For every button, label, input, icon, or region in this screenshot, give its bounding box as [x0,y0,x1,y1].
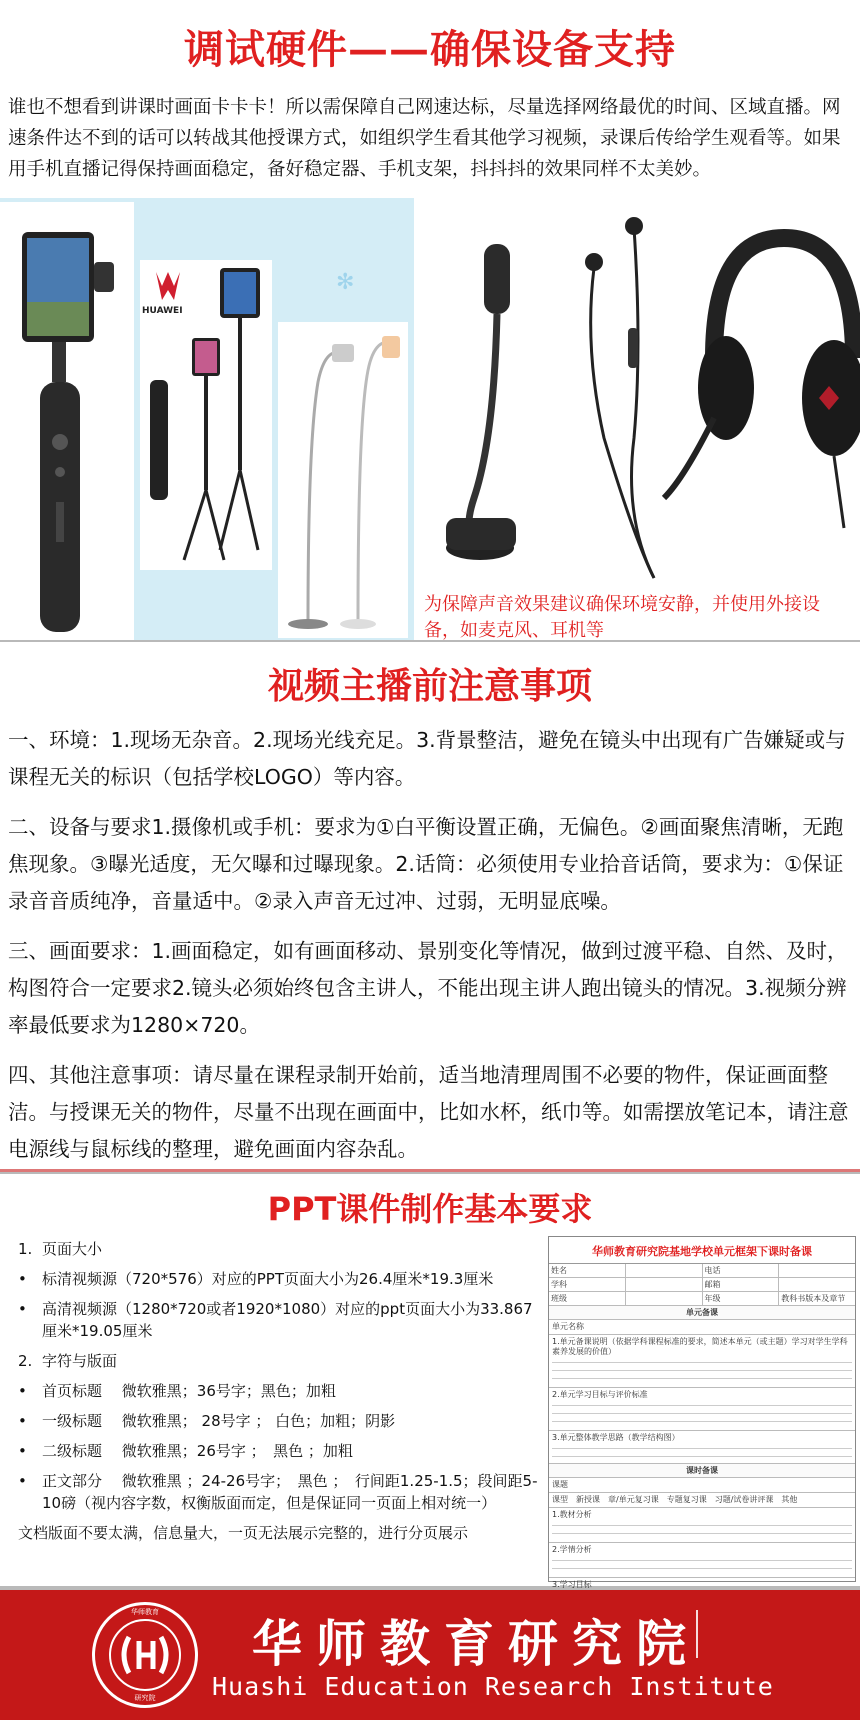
lesson-type: 课型 新授课 章/单元复习课 专题复习课 习题/试卷讲评课 其他 [549,1493,855,1508]
hardware-intro: 谁也不想看到讲课时画面卡卡卡！所以需保障自己网速达标，尽量选择网络最优的时间、区域直播。网速条件达不到的话可以转战其他授课方式，如组织学生看其他学习视频，录课后传给学生观看等。如果用手机直播记得保持画面稳定，备好稳定器、手机支架，抖抖抖的效果同样不太美妙。 [8,97,841,180]
institute-logo [92,1602,198,1708]
ppt-requirements-list [18,1238,538,1544]
lesson-plan-document [548,1236,856,1589]
huawei-logo-text: HUAWEI [142,306,183,316]
lesson-block-2: 2.学情分析 [549,1543,855,1578]
precautions-title: 视频主播前注意事项 [267,665,592,707]
gimbal-image [0,202,134,640]
logo-text-top: 华师教育 [131,1608,159,1616]
logo-text-bottom: 研究院 [134,1694,156,1702]
ppt-requirements-section [0,1174,860,1589]
list-item: • 正文部分 微软雅黑 ；24-26号字； 黑色 ； 行间距1.25-1.5；段间距5-10磅（视内容字数，权衡版面而定，但是保证同一页面上相对统一） [18,1472,538,1512]
list-item: • 二级标题 微软雅黑；26号字 ； 黑色 ；加粗 [18,1442,353,1460]
lesson-block-3: 3.学习目标 [549,1578,855,1609]
hardware-section [0,0,860,640]
lesson-topic: 课题 [549,1478,855,1493]
table-row: 姓名 电话 [549,1264,855,1278]
unit-block-1: 1.单元备课说明（依据学科课程标准的要求，简述本单元（或主题）学习对学生学科素养发展的价值） [549,1335,855,1388]
lesson-plan-title: 华师教育研究院基地学校单元框架下课时备课 [549,1237,855,1264]
institute-footer [0,1590,860,1720]
institute-english-name: Huashi Education Research Institute [212,1672,774,1701]
stabilizer-photo [0,198,414,640]
precaution-environment: 一、环境：1.现场无杂音。2.现场光线充足。3.背景整洁，避免在镜头中出现有广告嫌疑或与课程无关的标识（包括学校LOGO）等内容。 [8,728,846,789]
lesson-block-1: 1.教材分析 [549,1508,855,1543]
list-item: • 首页标题 微软雅黑；36号字；黑色；加粗 [18,1382,336,1400]
precautions-body [8,722,856,1181]
list-item: 2. 字符与版面 [18,1352,118,1370]
list-item: • 高清视频源（1280*720或者1920*1080）对应的ppt页面大小为33.867厘米*19.05厘米 [18,1300,533,1340]
layout-note: 文档版面不要太满，信息量大，一页无法展示完整的，进行分页展示 [18,1524,469,1542]
audio-devices-photo [414,198,860,640]
calligraphy-seal [696,1610,708,1658]
selfie-tripod-image [140,260,272,570]
hardware-title: 调试硬件——确保设备支持 [184,26,676,73]
unit-block-2: 2.单元学习目标与评价标准 [549,1388,855,1431]
table-row: 班级 年级 教科书版本及章节 [549,1292,855,1306]
table-row: 学科 邮箱 [549,1278,855,1292]
institute-chinese-name: 华师教育研究院 [252,1614,700,1673]
lesson-plan-header: 课时备课 [549,1464,855,1478]
audio-devices-image [414,198,860,598]
floor-stand-image [278,322,408,638]
list-item: 1. 页面大小 [18,1240,103,1258]
ppt-requirements-title: PPT课件制作基本要求 [267,1190,593,1228]
snowflake-icon: ✻ [336,270,355,295]
list-item: • 标清视频源（720*576）对应的PPT页面大小为26.4厘米*19.3厘米 [18,1270,494,1288]
precautions-section [0,642,860,1172]
unit-block-3: 3.单元整体教学思路（教学结构图） [549,1431,855,1464]
list-item: • 一级标题 微软雅黑； 28号字 ； 白色；加粗；阴影 [18,1412,396,1430]
equipment-photos [0,198,860,640]
unit-plan-header: 单元备课 [549,1306,855,1320]
logo-emblem-icon [111,1621,179,1689]
audio-caption: 为保障声音效果建议确保环境安静，并使用外接设备，如麦克风、耳机等 [424,594,820,641]
precaution-picture: 三、画面要求：1.画面稳定，如有画面移动、景别变化等情况，做到过渡平稳、自然、及时，构图符合一定要求2.镜头必须始终包含主讲人，不能出现主讲人跑出镜头的情况。3.视频分辨率最低要求为1280×720。 [8,939,848,1037]
unit-name: 单元名称 [549,1320,855,1335]
precaution-other: 四、其他注意事项：请尽量在课程录制开始前，适当地清理周围不必要的物件，保证画面整洁。与授课无关的物件，尽量不出现在画面中，比如水杯，纸巾等。如需摆放笔记本，请注意电源线与鼠标线的整理，避免画面内容杂乱。 [8,1063,849,1161]
precaution-equipment: 二、设备与要求1.摄像机或手机：要求为①白平衡设置正确，无偏色。②画面聚焦清晰，无跑焦现象。③曝光适度，无欠曝和过曝现象。2.话筒：必须使用专业拾音话筒，要求为：①保证录音音质纯净，音量适中。②录入声音无过冲、过弱，无明显底噪。 [8,815,844,913]
